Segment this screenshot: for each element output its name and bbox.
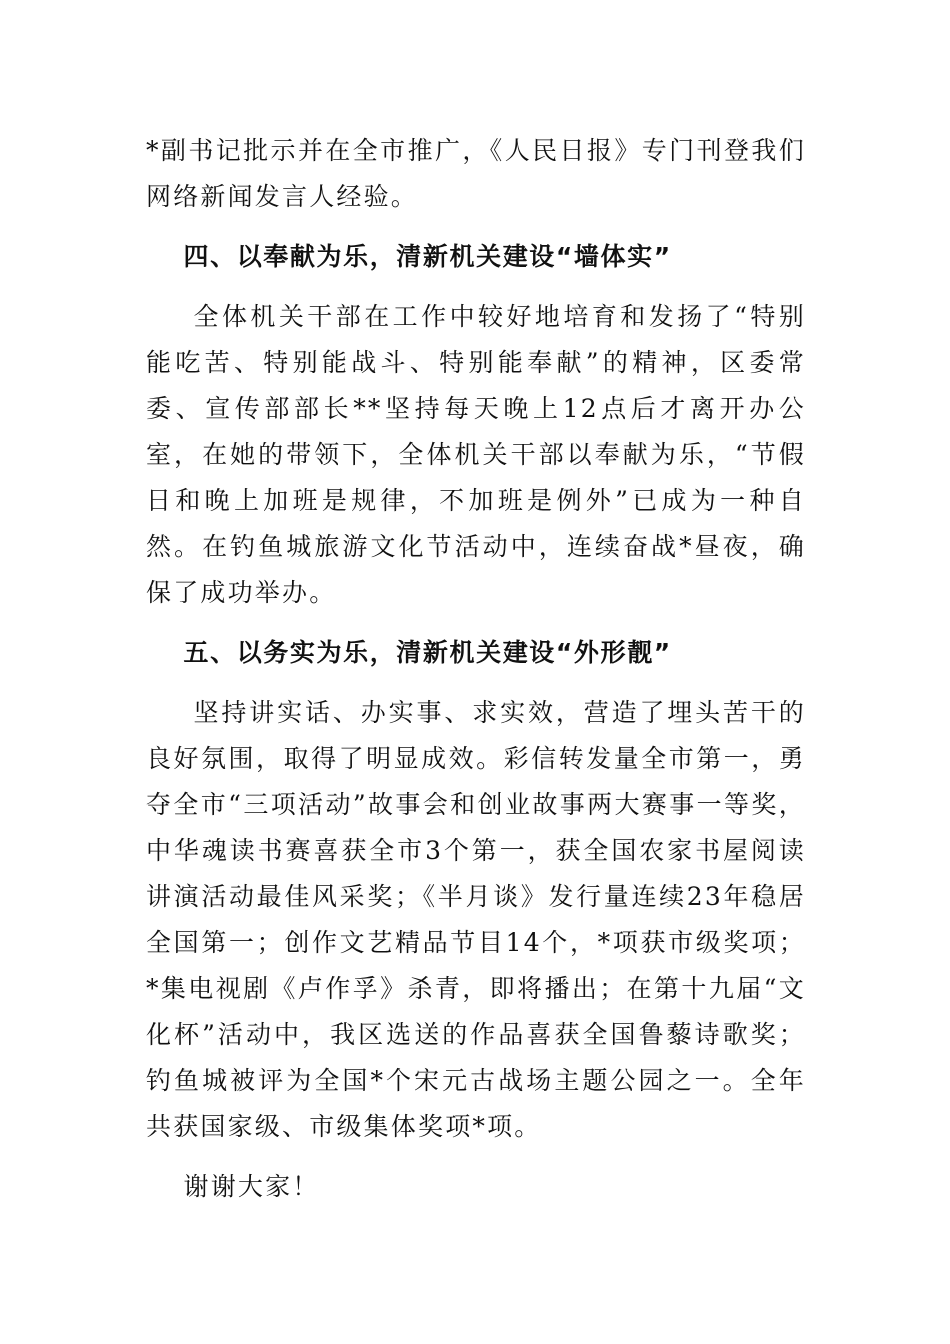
paragraph-section-5: 坚持讲实话、办实事、求实效，营造了埋头苦干的良好氛围，取得了明显成效。彩信转发量全市第一，勇夺全市“三项活动”故事会和创业故事两大赛事一等奖，中华魂读书赛喜获全市3个第一，获全国农家书屋阅读讲演活动最佳风采奖；《半月谈》发行量连续23年稳居全国第一；创作文艺精品节目14个，*项获市级奖项；*集电视剧《卢作孚》杀青，即将播出；在第十九届“文化杯”活动中，我区选送的作品喜获全国鲁藜诗歌奖；钓鱼城被评为全国*个宋元古战场主题公园之一。全年共获国家级、市级集体奖项*项。 xyxy=(146,698,806,1141)
paragraph-section-4: 全体机关干部在工作中较好地培育和发扬了“特别能吃苦、特别能战斗、特别能奉献”的精神，区委常委、宣传部部长**坚持每天晚上12点后才离开办公室，在她的带领下，全体机关干部以奉献为乐，“节假日和晚上加班是规律，不加班是例外”已成为一种自然。在钓鱼城旅游文化节活动中，连续奋战*昼夜，确保了成功举办。 xyxy=(146,302,806,607)
paragraph-continuation: *副书记批示并在全市推广，《人民日报》专门刊登我们网络新闻发言人经验。 xyxy=(146,136,806,211)
section-heading-4: 四、以奉献为乐，清新机关建设“墙体实” xyxy=(183,242,672,271)
document-body xyxy=(146,128,806,1210)
section-heading-5: 五、以务实为乐，清新机关建设“外形靓” xyxy=(183,638,672,667)
closing-remark: 谢谢大家！ xyxy=(183,1172,320,1201)
